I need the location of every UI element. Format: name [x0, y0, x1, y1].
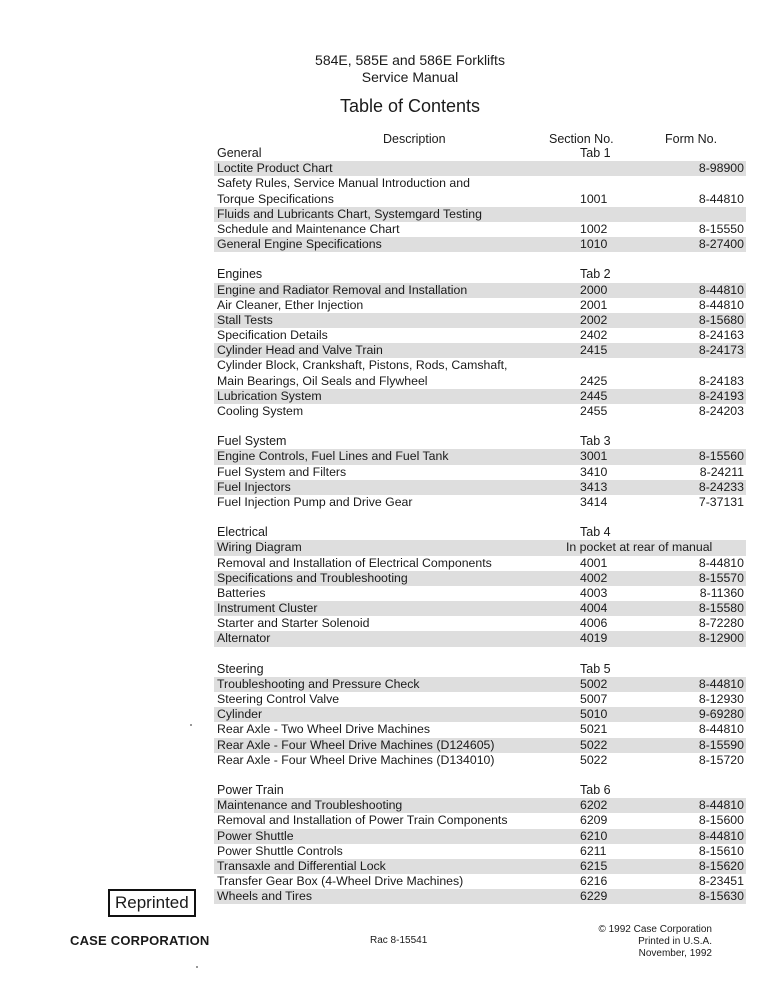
- row-form-number: 8-44810: [698, 676, 744, 691]
- section-header: [214, 525, 746, 540]
- row-description: Engine and Radiator Removal and Installation: [217, 282, 468, 297]
- document-subtitle: Service Manual: [361, 69, 459, 85]
- toc-row: [214, 298, 746, 313]
- toc-section: [214, 434, 746, 510]
- row-form-number: 9-69280: [698, 707, 744, 722]
- row-form-number: 8-15610: [698, 843, 744, 858]
- row-section-number: 2455: [580, 404, 608, 418]
- row-description: Engine Controls, Fuel Lines and Fuel Tank: [217, 449, 449, 464]
- row-section-number: 3414: [580, 494, 608, 509]
- row-section-number: 6211: [580, 843, 607, 858]
- row-section-number: 6209: [580, 813, 608, 828]
- row-form-number: 8-24193: [698, 388, 744, 403]
- row-form-number: 8-15560: [698, 449, 744, 464]
- section-name: Power Train: [217, 782, 284, 797]
- toc-row: [214, 176, 746, 191]
- toc-row: [214, 480, 746, 495]
- toc-row: [214, 677, 746, 692]
- section-tab: Tab 3: [580, 434, 611, 449]
- section-tab: Tab 1: [580, 146, 611, 160]
- printed-in-line: Printed in U.S.A.: [638, 936, 712, 947]
- row-form-number: 8-98900: [698, 161, 744, 176]
- section-tab: Tab 6: [580, 782, 611, 797]
- toc-row: [214, 207, 746, 222]
- form-reference: Rac 8-15541: [370, 935, 428, 946]
- row-section-number: 6202: [580, 798, 608, 813]
- row-description: Removal and Installation of Electrical Components: [217, 555, 492, 570]
- row-description: Rear Axle - Four Wheel Drive Machines (D124605): [217, 737, 495, 752]
- row-section-number: 3413: [580, 479, 608, 494]
- row-description: Cylinder Head and Valve Train: [217, 343, 383, 358]
- toc-row: [214, 465, 746, 480]
- toc-row: [214, 722, 746, 737]
- row-section-number: 5021: [580, 722, 608, 737]
- column-header-section: Section No.: [549, 132, 614, 146]
- row-description: Cylinder: [217, 707, 263, 722]
- row-section-number: 6229: [580, 889, 608, 904]
- row-description: Schedule and Maintenance Chart: [217, 221, 400, 236]
- toc-row: [214, 313, 746, 328]
- row-description: Starter and Starter Solenoid: [217, 616, 370, 631]
- row-section-number: 6216: [580, 874, 608, 889]
- toc-row: [214, 616, 746, 631]
- toc-row: [214, 813, 746, 828]
- row-section-number: 1002: [580, 221, 608, 236]
- row-form-number: 8-44810: [698, 555, 744, 570]
- row-form-number: 8-15580: [698, 601, 744, 616]
- toc-row: [214, 540, 746, 555]
- row-section-number: 5010: [580, 707, 608, 722]
- copyright-line: © 1992 Case Corporation: [598, 924, 712, 935]
- toc-section: [214, 146, 746, 252]
- row-form-number: 8-23451: [698, 874, 744, 889]
- row-section-number: 4003: [580, 585, 608, 600]
- toc-row: [214, 161, 746, 176]
- row-form-number: 8-24173: [698, 343, 744, 358]
- document-title: 584E, 585E and 586E Forklifts: [315, 52, 505, 68]
- toc-row: [214, 874, 746, 889]
- row-form-number: 8-24203: [698, 404, 744, 418]
- toc-row: [214, 495, 746, 510]
- section-header: [214, 267, 746, 282]
- row-description: Rear Axle - Four Wheel Drive Machines (D134010): [217, 752, 495, 767]
- toc-row: [214, 374, 746, 389]
- column-header-form: Form No.: [665, 132, 718, 146]
- row-section-number: 2001: [580, 297, 608, 312]
- column-header-description: Description: [383, 132, 446, 146]
- toc-row: [214, 404, 746, 419]
- row-description: Wiring Diagram: [217, 540, 302, 555]
- row-section-number: 5007: [580, 692, 608, 706]
- row-form-number: 8-15630: [698, 889, 744, 904]
- row-form-number: 8-15550: [698, 221, 744, 236]
- row-section-number: 4006: [580, 616, 608, 631]
- row-description: Alternator: [217, 631, 271, 646]
- company-name: CASE CORPORATION: [70, 933, 210, 948]
- row-description: Removal and Installation of Power Train Components: [217, 813, 508, 828]
- section-name: Electrical: [217, 525, 268, 540]
- table-of-contents: [214, 146, 746, 919]
- row-form-number: 8-24211: [699, 464, 744, 479]
- row-form-number: 8-15680: [698, 312, 744, 327]
- row-section-number: 3001: [580, 449, 608, 464]
- toc-row: [214, 192, 746, 207]
- row-description: Transaxle and Differential Lock: [217, 858, 386, 873]
- toc-section: [214, 662, 746, 768]
- row-description: Steering Control Valve: [217, 692, 340, 706]
- row-section-number: 3410: [580, 464, 608, 479]
- toc-section: [214, 525, 746, 647]
- row-section-number: 2425: [580, 373, 608, 388]
- toc-heading: Table of Contents: [339, 96, 481, 116]
- toc-row: [214, 631, 746, 646]
- row-section-number: 4019: [580, 631, 608, 646]
- row-description: Fuel Injection Pump and Drive Gear: [217, 494, 413, 509]
- toc-row: [214, 586, 746, 601]
- row-form-number: 8-12930: [698, 692, 744, 706]
- row-description: Lubrication System: [217, 388, 322, 403]
- row-section-number: 1010: [580, 237, 608, 252]
- section-tab: Tab 2: [580, 267, 611, 282]
- toc-row: [214, 844, 746, 859]
- section-header: [214, 146, 746, 161]
- row-section-number: 5022: [580, 752, 608, 767]
- section-name: Steering: [217, 661, 264, 676]
- reprinted-badge: Reprinted: [108, 889, 196, 917]
- row-section-number: 6215: [580, 858, 608, 873]
- toc-row: [214, 829, 746, 844]
- row-section-number: 5022: [580, 737, 608, 752]
- row-form-number: 8-24233: [698, 479, 744, 494]
- scan-speck: [196, 966, 198, 968]
- row-description: Fuel System and Filters: [217, 464, 347, 479]
- row-form-number: 8-44810: [698, 798, 744, 813]
- row-section-number: 4004: [580, 601, 608, 616]
- row-description: Specifications and Troubleshooting: [217, 570, 408, 585]
- row-description: Cooling System: [217, 404, 304, 418]
- row-description: Fluids and Lubricants Chart, Systemgard Testing: [217, 206, 482, 221]
- row-form-number: 8-44810: [698, 191, 744, 206]
- toc-row: [214, 571, 746, 586]
- row-form-number: 8-24163: [698, 328, 744, 343]
- row-form-number: 8-15720: [698, 752, 744, 767]
- toc-row: [214, 358, 746, 373]
- row-section-number: 6210: [580, 828, 608, 843]
- section-header: [214, 662, 746, 677]
- row-description: Loctite Product Chart: [217, 161, 333, 176]
- row-form-number: 8-72280: [698, 616, 744, 631]
- row-form-number: 8-44810: [698, 722, 744, 737]
- date-line: November, 1992: [638, 948, 712, 959]
- row-description: Stall Tests: [217, 312, 273, 327]
- row-description: Wheels and Tires: [217, 889, 313, 904]
- row-description: General Engine Specifications: [217, 237, 382, 252]
- row-form-number: 7-37131: [698, 494, 744, 509]
- toc-section: [214, 267, 746, 419]
- row-description: Safety Rules, Service Manual Introduction and: [217, 176, 470, 191]
- row-description: Cylinder Block, Crankshaft, Pistons, Rods, Camshaft,: [217, 358, 508, 373]
- row-description: Torque Specifications: [217, 191, 334, 206]
- row-section-number: 4001: [580, 555, 608, 570]
- row-description: Specification Details: [217, 328, 328, 343]
- section-name: Fuel System: [217, 434, 287, 449]
- row-section-number: 2000: [580, 282, 608, 297]
- toc-row: [214, 283, 746, 298]
- row-description: Maintenance and Troubleshooting: [217, 798, 403, 813]
- row-form-number: 8-27400: [698, 237, 744, 252]
- toc-row: [214, 328, 746, 343]
- toc-row: [214, 753, 746, 768]
- toc-section: [214, 783, 746, 905]
- row-location-note: In pocket at rear of manual: [566, 540, 713, 555]
- toc-row: [214, 449, 746, 464]
- scan-speck: [190, 724, 192, 726]
- row-section-number: 1001: [580, 191, 608, 206]
- row-form-number: 8-44810: [698, 297, 744, 312]
- row-description: Batteries: [217, 585, 266, 600]
- toc-row: [214, 692, 746, 707]
- row-section-number: 2002: [580, 312, 608, 327]
- toc-row: [214, 556, 746, 571]
- row-form-number: 8-24183: [698, 373, 744, 388]
- row-form-number: 8-15570: [698, 570, 744, 585]
- toc-row: [214, 889, 746, 904]
- toc-row: [214, 343, 746, 358]
- row-section-number: 2415: [580, 343, 608, 358]
- row-description: Power Shuttle: [217, 828, 294, 843]
- row-form-number: 8-12900: [698, 631, 744, 646]
- toc-row: [214, 738, 746, 753]
- row-form-number: 8-15620: [698, 858, 744, 873]
- title-block: [220, 52, 600, 86]
- toc-row: [214, 237, 746, 252]
- toc-row: [214, 389, 746, 404]
- section-header: [214, 783, 746, 798]
- row-description: Rear Axle - Two Wheel Drive Machines: [217, 722, 430, 737]
- row-section-number: 4002: [580, 570, 608, 585]
- section-name: Engines: [217, 267, 263, 282]
- section-header: [214, 434, 746, 449]
- row-description: Transfer Gear Box (4-Wheel Drive Machines): [217, 874, 464, 889]
- section-tab: Tab 5: [580, 661, 611, 676]
- row-form-number: 8-44810: [698, 828, 744, 843]
- row-description: Main Bearings, Oil Seals and Flywheel: [217, 373, 428, 388]
- row-section-number: 2445: [580, 388, 608, 403]
- toc-row: [214, 222, 746, 237]
- row-description: Troubleshooting and Pressure Check: [217, 676, 420, 691]
- row-section-number: 2402: [580, 328, 608, 343]
- row-description: Power Shuttle Controls: [217, 843, 343, 858]
- toc-row: [214, 859, 746, 874]
- row-form-number: 8-15600: [698, 813, 744, 828]
- row-description: Air Cleaner, Ether Injection: [217, 297, 364, 312]
- toc-row: [214, 601, 746, 616]
- row-section-number: 5002: [580, 676, 608, 691]
- toc-row: [214, 707, 746, 722]
- row-form-number: 8-15590: [698, 737, 744, 752]
- row-description: Instrument Cluster: [217, 601, 318, 616]
- row-form-number: 8-11360: [699, 585, 744, 600]
- section-tab: Tab 4: [580, 525, 611, 540]
- row-description: Fuel Injectors: [217, 479, 291, 494]
- row-form-number: 8-44810: [698, 282, 744, 297]
- toc-row: [214, 798, 746, 813]
- copyright-block: [580, 924, 712, 960]
- section-name: General: [217, 146, 262, 160]
